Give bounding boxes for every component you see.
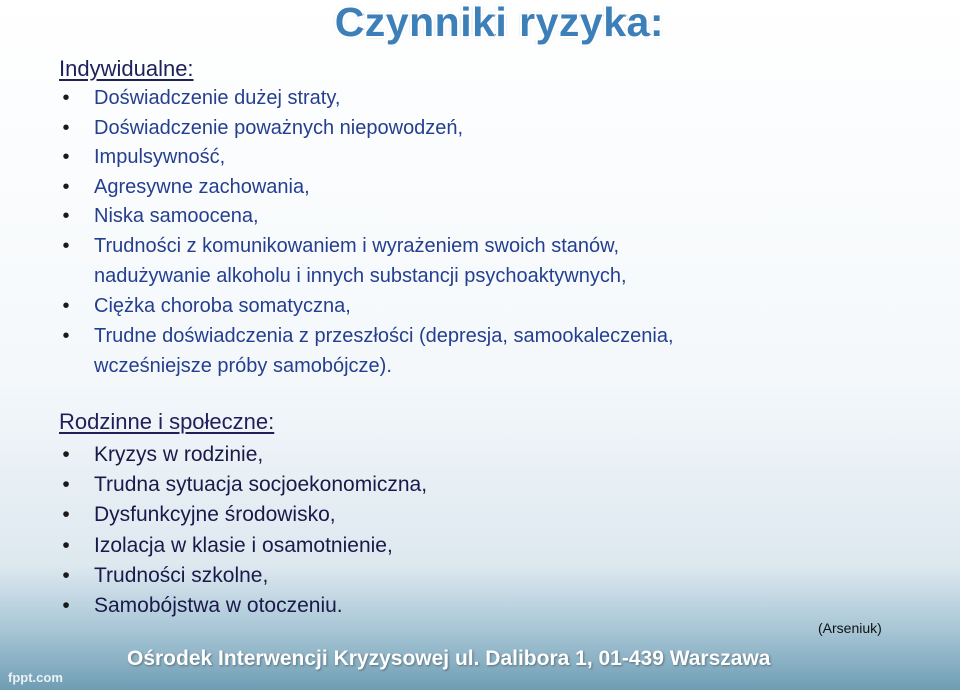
bullet-icon: • (62, 87, 70, 109)
bullet-icon: • (62, 533, 70, 557)
bullet-icon: • (62, 234, 70, 257)
bullet-icon: • (62, 443, 70, 466)
list-item (59, 232, 674, 292)
list-item-text: Samobójstwa w otoczeniu. (94, 594, 343, 618)
bullet-icon: • (62, 205, 70, 228)
list-item (59, 143, 674, 173)
list-item-text: Trudne doświadczenia z przeszłości (depresja, samookaleczenia, (94, 324, 674, 347)
list-item (59, 202, 674, 232)
bullet-icon: • (62, 146, 70, 169)
list-item (59, 500, 427, 530)
list-item-text: Ciężka choroba somatyczna, (94, 294, 351, 317)
list-item-text: Doświadczenie dużej straty, (94, 87, 341, 109)
heading-individual: Indywidualne: (59, 56, 194, 81)
list-item-text: Izolacja w klasie i osamotnienie, (94, 533, 393, 557)
list-family (59, 440, 427, 621)
list-item-text: Agresywne zachowania, (94, 175, 310, 198)
list-item-text: Impulsywność, (94, 146, 226, 169)
list-item-text: Doświadczenie poważnych niepowodzeń, (94, 116, 464, 139)
list-item (59, 470, 427, 500)
footer-address: Ośrodek Interwencji Kryzysowej ul. Dalibora 1, 01-439 Warszawa (127, 647, 771, 670)
bullet-icon: • (62, 594, 70, 618)
list-item-text: wcześniejsze próby samobójcze). (94, 354, 392, 377)
bullet-icon: • (62, 563, 70, 587)
list-item-text: Trudności z komunikowaniem i wyrażeniem swoich stanów, (94, 234, 620, 257)
bullet-icon: • (62, 503, 70, 527)
bullet-icon: • (62, 324, 70, 347)
list-item (59, 561, 427, 591)
list-item (59, 173, 674, 203)
bullet-icon: • (62, 175, 70, 198)
list-item (59, 440, 427, 470)
list-item (59, 84, 674, 114)
list-item (59, 531, 427, 561)
list-item (59, 591, 427, 621)
bullet-icon: • (62, 473, 70, 497)
list-item-text: Trudności szkolne, (94, 563, 269, 587)
list-item-text: Niska samoocena, (94, 205, 259, 228)
heading-family: Rodzinne i społeczne: (59, 409, 275, 434)
list-item-text: Dysfunkcyjne środowisko, (94, 503, 336, 527)
list-item (59, 292, 674, 322)
bullet-icon: • (62, 294, 70, 317)
bullet-icon: • (62, 116, 70, 139)
author-citation: (Arseniuk) (818, 620, 882, 636)
list-item-text: nadużywanie alkoholu i innych substancji psychoaktywnych, (94, 264, 627, 287)
slide-title: Czynniki ryzyka: (334, 0, 664, 45)
list-item (59, 322, 674, 382)
watermark-logo: fppt.com (8, 670, 63, 685)
list-individual (59, 84, 674, 382)
list-item-text: Kryzys w rodzinie, (94, 443, 264, 466)
list-item-text: Trudna sytuacja socjoekonomiczna, (94, 473, 428, 497)
list-item (59, 114, 674, 144)
